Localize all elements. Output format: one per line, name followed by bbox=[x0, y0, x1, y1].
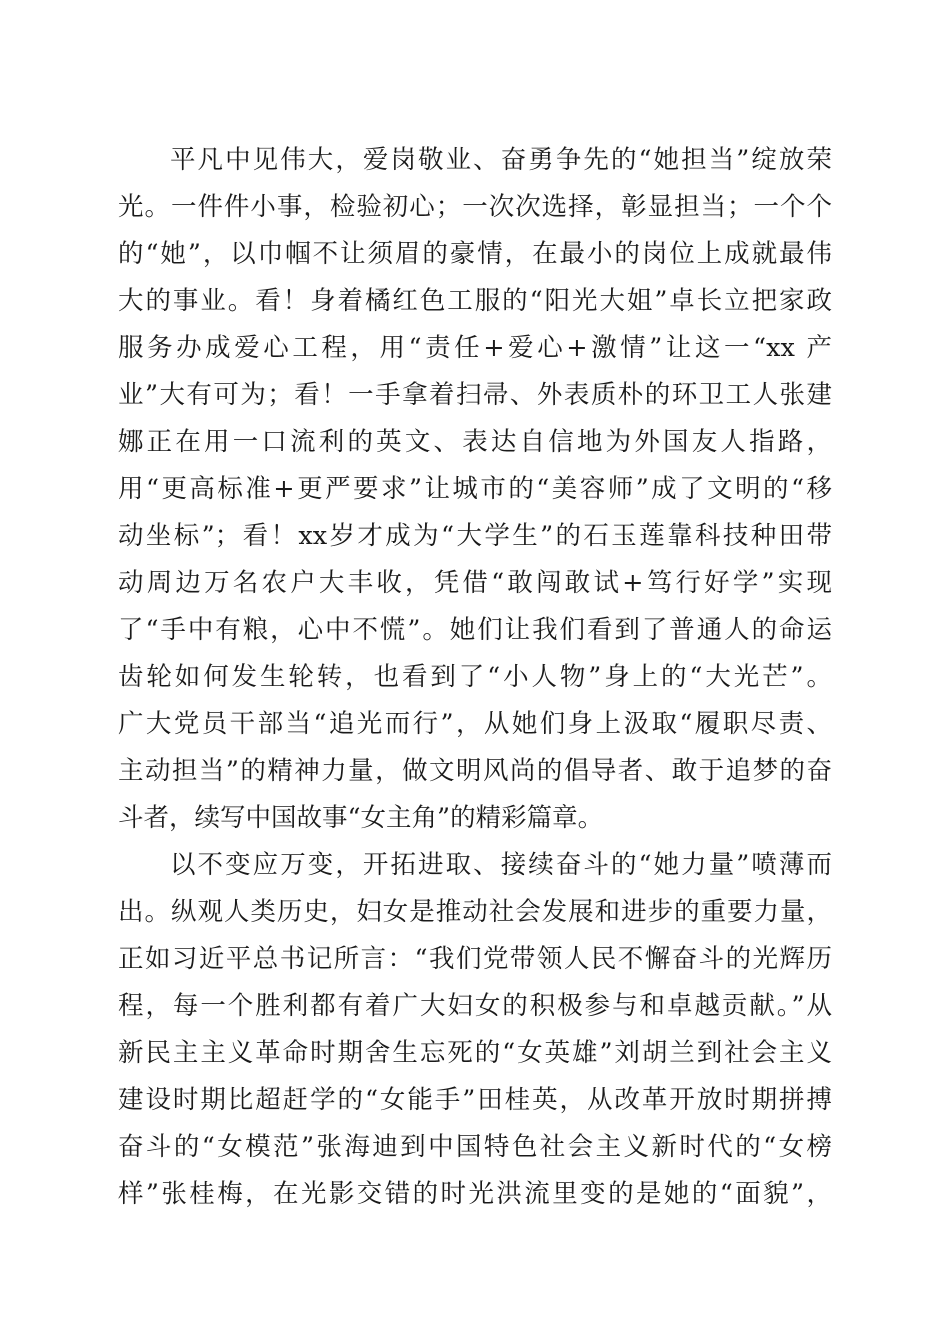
paragraph-1-line-6: 业”大有可为；看！一手拿着扫帚、外表质朴的环卫工人张建 bbox=[118, 380, 832, 410]
paragraph-1-line-14: 主动担当”的精神力量，做文明风尚的倡导者、敢于追梦的奋 bbox=[118, 756, 832, 786]
paragraph-2-line-5: 新民主主义革命时期舍生忘死的“女英雄”刘胡兰到社会主义 bbox=[118, 1038, 832, 1068]
paragraph-1-line-3: 的“她”，以巾帼不让须眉的豪情，在最小的岗位上成就最伟 bbox=[118, 239, 832, 269]
paragraph-2-line-1: 以不变应万变，开拓进取、接续奋斗的“她力量”喷薄而 bbox=[170, 850, 832, 880]
paragraph-1-line-13: 广大党员干部当“追光而行”，从她们身上汲取“履职尽责、 bbox=[118, 709, 832, 739]
paragraph-2-line-6: 建设时期比超赶学的“女能手”田桂英，从改革开放时期拼搏 bbox=[118, 1085, 832, 1115]
paragraph-1-line-2: 光。一件件小事，检验初心；一次次选择，彰显担当；一个个 bbox=[118, 192, 832, 222]
paragraph-2-line-4: 程，每一个胜利都有着广大妇女的积极参与和卓越贡献。”从 bbox=[118, 991, 832, 1021]
paragraph-1-line-10: 动周边万名农户大丰收，凭借“敢闯敢试+笃行好学”实现 bbox=[118, 568, 832, 598]
paragraph-1-line-9: 动坐标”；看！xx岁才成为“大学生”的石玉莲靠科技种田带 bbox=[118, 521, 832, 551]
paragraph-2-line-3: 正如习近平总书记所言：“我们党带领人民不懈奋斗的光辉历 bbox=[118, 944, 832, 974]
paragraph-1-line-8: 用“更高标准+更严要求”让城市的“美容师”成了文明的“移 bbox=[118, 474, 832, 504]
paragraph-1-line-7: 娜正在用一口流利的英文、表达自信地为外国友人指路， bbox=[118, 427, 832, 457]
paragraph-1-line-5: 服务办成爱心工程，用“责任+爱心+激情”让这一“xx 产 bbox=[118, 333, 832, 363]
paragraph-1-line-4: 大的事业。看！身着橘红色工服的“阳光大姐”卓长立把家政 bbox=[118, 286, 832, 316]
paragraph-1-line-11: 了“手中有粮，心中不慌”。她们让我们看到了普通人的命运 bbox=[118, 615, 832, 645]
paragraph-1-line-15: 斗者，续写中国故事“女主角”的精彩篇章。 bbox=[118, 803, 604, 833]
paragraph-2-line-7: 奋斗的“女模范”张海迪到中国特色社会主义新时代的“女榜 bbox=[118, 1132, 832, 1162]
paragraph-2-line-8: 样”张桂梅，在光影交错的时光洪流里变的是她的“面貌”， bbox=[118, 1179, 832, 1209]
paragraph-1-line-12: 齿轮如何发生轮转，也看到了“小人物”身上的“大光芒”。 bbox=[118, 662, 832, 692]
paragraph-2-line-2: 出。纵观人类历史，妇女是推动社会发展和进步的重要力量， bbox=[118, 897, 832, 927]
paragraph-1-line-1: 平凡中见伟大，爱岗敬业、奋勇争先的“她担当”绽放荣 bbox=[170, 145, 832, 175]
